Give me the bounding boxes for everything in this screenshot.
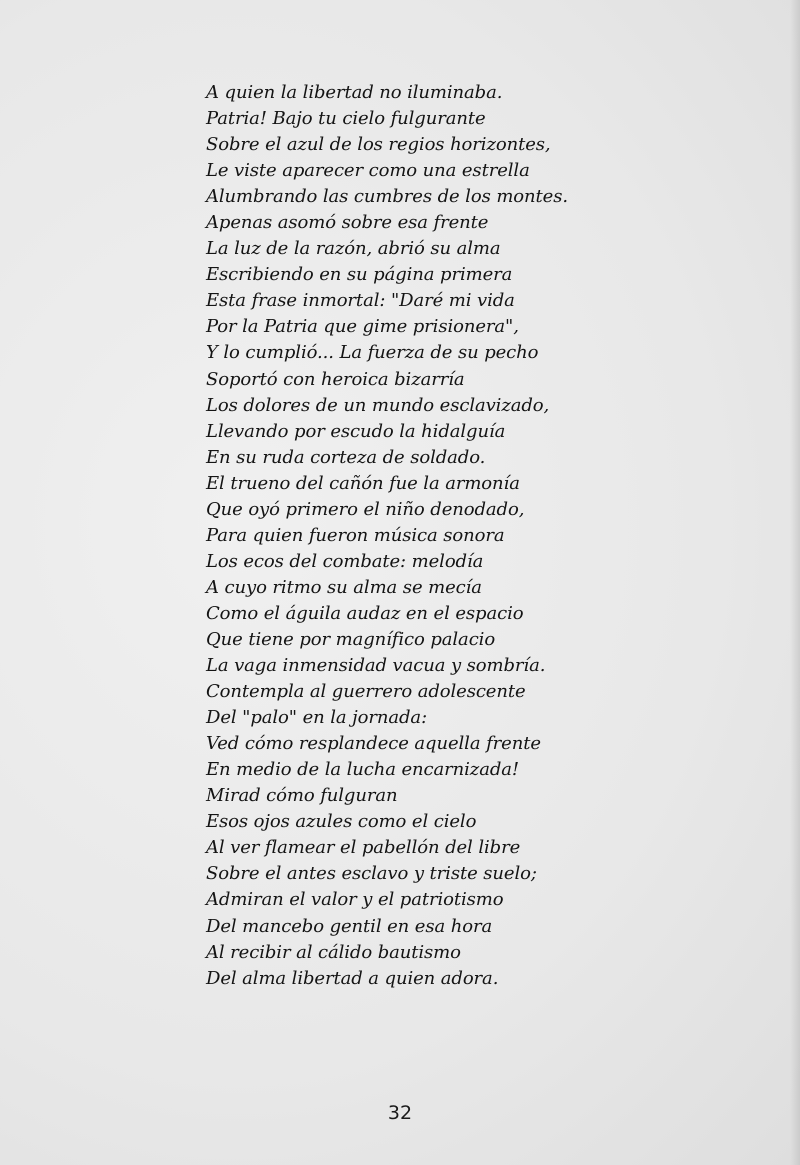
- poem-line: Del alma libertad a quien adora.: [206, 967, 499, 989]
- poem-line: Por la Patria que gime prisionera",: [206, 316, 519, 338]
- poem-line: Patria! Bajo tu cielo fulgurante: [206, 108, 486, 130]
- poem-line: Sobre el azul de los regios horizontes,: [206, 134, 551, 156]
- page-number: 32: [387, 1102, 413, 1124]
- poem-line: Llevando por escudo la hidalguía: [206, 420, 506, 442]
- poem-line: Del "palo" en la jornada:: [206, 707, 428, 729]
- poem-line: Soportó con heroica bizarría: [206, 368, 465, 390]
- poem-line: Que oyó primero el niño denodado,: [206, 498, 525, 520]
- poem-line: Y lo cumplió... La fuerza de su pecho: [206, 342, 539, 364]
- poem-text: [206, 80, 586, 992]
- poem-line: Mirad cómo fulguran: [206, 785, 398, 807]
- poem-line: Al ver flamear el pabellón del libre: [206, 837, 521, 859]
- poem-line: Alumbrando las cumbres de los montes.: [206, 186, 568, 208]
- poem-line: La luz de la razón, abrió su alma: [206, 238, 501, 260]
- poem-line: Ved cómo resplandece aquella frente: [206, 733, 541, 755]
- poem-line: Que tiene por magnífico palacio: [206, 628, 496, 650]
- poem-line: Al recibir al cálido bautismo: [206, 941, 461, 963]
- poem-line: Esos ojos azules como el cielo: [206, 811, 477, 833]
- poem-line: A quien la libertad no iluminaba.: [206, 82, 503, 103]
- poem-line: Admiran el valor y el patriotismo: [206, 889, 504, 911]
- poem-line: Escribiendo en su página primera: [206, 264, 513, 286]
- poem-line: La vaga inmensidad vacua y sombría.: [206, 655, 546, 677]
- poem-line: Le viste aparecer como una estrella: [206, 160, 530, 182]
- poem-line: En medio de la lucha encarnizada!: [206, 759, 520, 781]
- poem-line: Contempla al guerrero adolescente: [206, 681, 526, 703]
- poem-line: Para quien fueron música sonora: [206, 524, 505, 546]
- poem-line: Esta frase inmortal: "Daré mi vida: [206, 290, 515, 312]
- poem-line: Los ecos del combate: melodía: [206, 550, 484, 572]
- poem-line: El trueno del cañón fue la armonía: [206, 472, 520, 494]
- poem-line: Sobre el antes esclavo y triste suelo;: [206, 863, 537, 885]
- poem-line: Del mancebo gentil en esa hora: [206, 915, 493, 937]
- poem-line: Los dolores de un mundo esclavizado,: [206, 394, 550, 416]
- poem-line: A cuyo ritmo su alma se mecía: [206, 576, 482, 598]
- poem-line: Como el águila audaz en el espacio: [206, 602, 524, 624]
- poem-line: Apenas asomó sobre esa frente: [206, 212, 489, 234]
- poem-line: En su ruda corteza de soldado.: [206, 446, 486, 468]
- page-edge-shadow: [790, 0, 800, 1165]
